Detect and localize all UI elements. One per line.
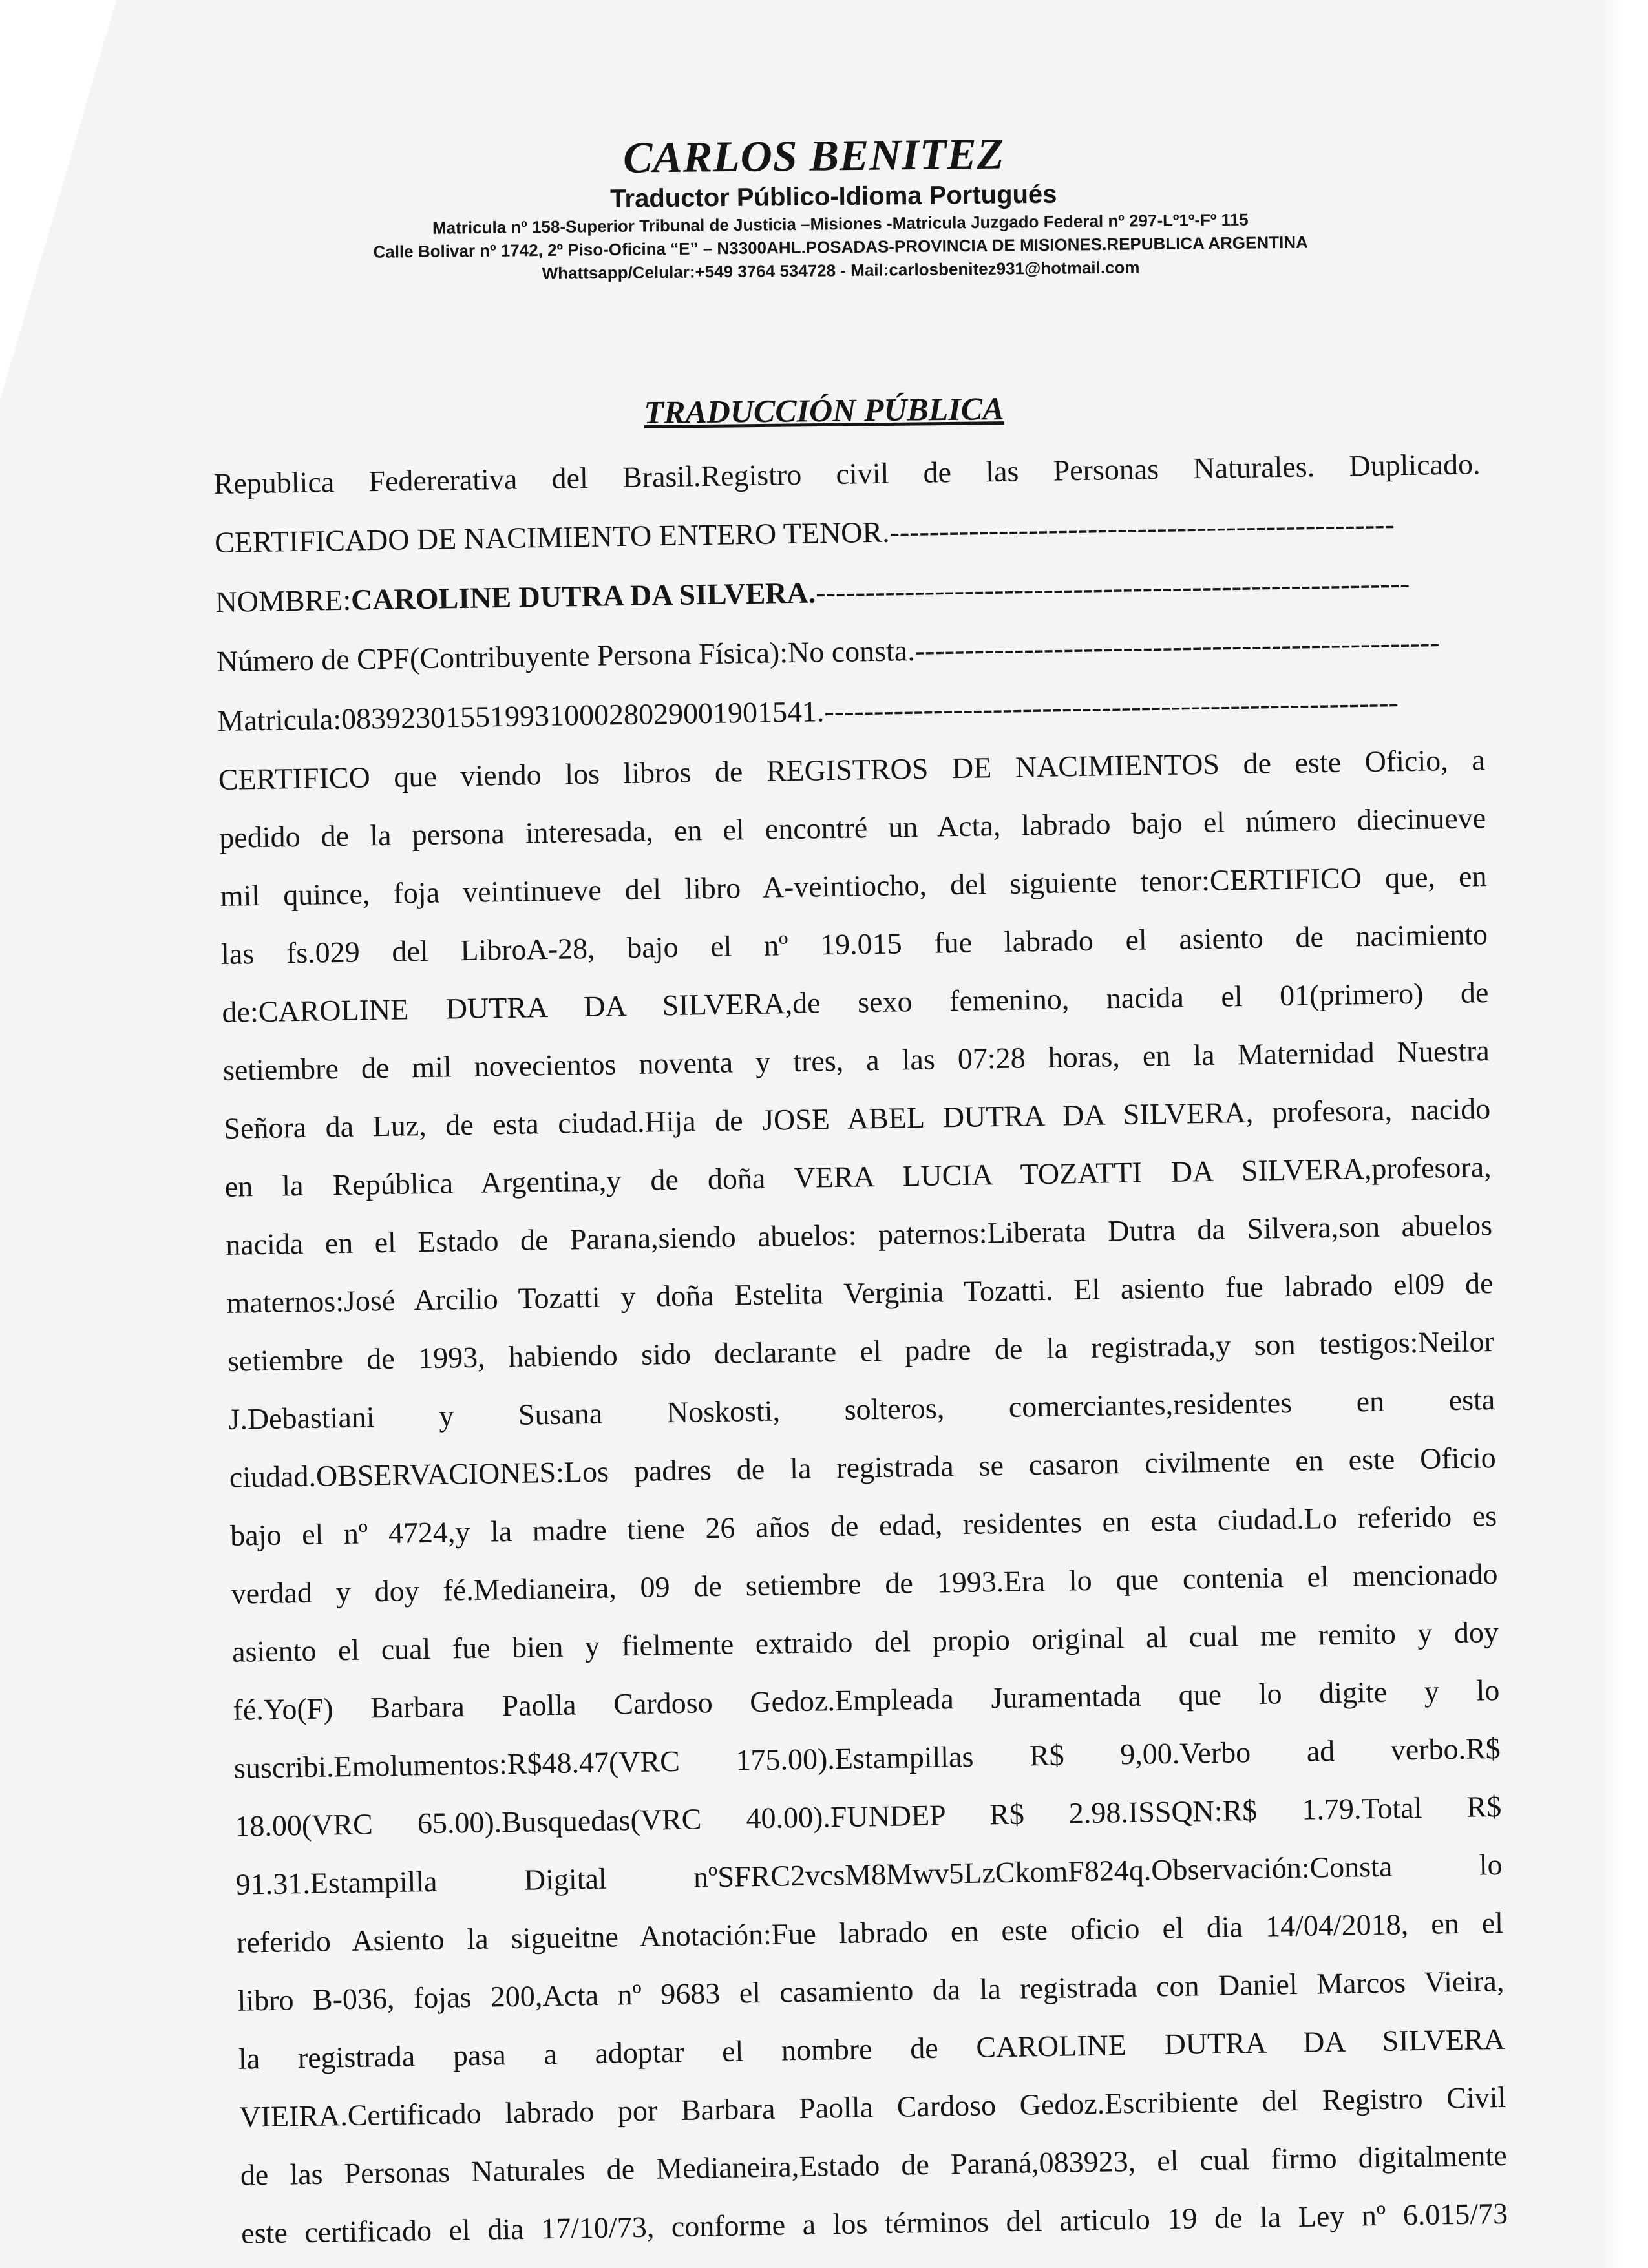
body-line: este certificado el dia 17/10/73, conforme a los términos del articulo 19 de la Ley nº 6.015/73 xyxy=(240,2196,1508,2250)
name-value: CAROLINE DUTRA DA SILVERA. xyxy=(350,576,816,616)
body-line: J.Debastiani y Susana Noskosti, solteros, comerciantes,residentes en esta xyxy=(228,1383,1495,1436)
body-line: de las Personas Naturales de Medianeira,Estado de Paraná,083923, el cual firmo digitalmente xyxy=(240,2138,1507,2192)
body-line: las fs.029 del LibroA-28, bajo el nº 19.015 fue labrado el asiento de nacimiento xyxy=(220,918,1488,971)
body-line: setiembre de mil novecientos noventa y tres, a las 07:28 horas, en la Maternidad Nuestra xyxy=(222,1034,1490,1087)
body-line: setiembre de 1993, habiendo sido declarante el padre de la registrada,y son testigos:Neilor xyxy=(227,1325,1495,1378)
document-title: TRADUCCIÓN PÚBLICA xyxy=(644,390,1004,430)
header-line-2: CERTIFICADO DE NACIMIENTO ENTERO TENOR.--------------------------------------------------- xyxy=(214,507,1395,559)
body-line: en la República Argentina,y de doña VERA LUCIA TOZATTI DA SILVERA,profesora, xyxy=(224,1150,1492,1203)
matricula-line: Matricula:083923015519931000280290019015​41.---------------------------------------------------------- xyxy=(217,686,1399,737)
scan-folded-corner xyxy=(0,0,116,401)
body-line: bajo el nº 4724,y la madre tiene 26 años de edad, residentes en esta ciudad.Lo referido es xyxy=(229,1499,1497,1552)
body-line: VIEIRA.Certificado labrado por Barbara Paolla Cardoso Gedoz.Escribiente del Registro Civil xyxy=(239,2080,1506,2134)
body-line: suscribi.Emolumentos:R$48.47(VRC 175.00).Estampillas R$ 9,00.Verbo ad verbo.R$ xyxy=(233,1731,1501,1785)
body-line: referido Asiento la sigueitne Anotación:Fue labrado en este oficio el dia 14/04/2018, en el xyxy=(236,1906,1504,1959)
body-line: asiento el cual fue bien y fielmente extraido del propio original al cual me remito y doy xyxy=(231,1615,1499,1668)
contact-line: Whattsapp/Celular:+549 3764 534728 - Mail:carlosbenitez931@hotmail.com xyxy=(542,257,1140,284)
body-line: ciudad.OBSERVACIONES:Los padres de la registrada se casaron civilmente en este Oficio xyxy=(229,1441,1497,1494)
document-body xyxy=(213,435,1521,2263)
body-line: fé.Yo(F) Barbara Paolla Cardoso Gedoz.Empleada Juramentada que lo digite y lo xyxy=(233,1673,1500,1727)
scan-page-edge xyxy=(1603,0,1648,2268)
body-line: de:CAROLINE DUTRA DA SILVERA,de sexo femenino, nacida el 01(primero) de xyxy=(222,976,1489,1029)
name-line: NOMBRE:CAROLINE DUTRA DA SILVERA.------------------------------------------------------------ xyxy=(215,566,1410,618)
body-line: Señora da Luz, de esta ciudad.Hija de JOSE ABEL DUTRA DA SILVERA, profesora, nacido xyxy=(223,1092,1491,1145)
document-page xyxy=(213,129,1508,2263)
cpf-line: Número de CPF(Contribuyente Persona Física):No consta.----------------------------------------------------- xyxy=(216,625,1440,678)
body-line: CERTIFICO que viendo los libros de REGISTROS DE NACIMIENTOS de este Oficio, a xyxy=(218,743,1486,796)
letterhead xyxy=(213,123,1494,289)
registration-line: Matricula nº 158-Superior Tribunal de Justicia –Misiones -Matricula Juzgado Federal nº 297-Lº1º-Fº 115 xyxy=(432,209,1249,238)
translator-name: CARLOS BENITEZ xyxy=(622,129,1005,182)
header-line-1: Republica Federerativa del Brasil.Registro civil de las Personas Naturales. Duplicado. xyxy=(213,447,1481,500)
body-line: la registrada pasa a adoptar el nombre de CAROLINE DUTRA DA SILVERA xyxy=(238,2022,1506,2075)
body-line: libro B-036, fojas 200,Acta nº 9683 el casamiento da la registrada con Daniel Marcos Vieira, xyxy=(237,1964,1505,2017)
body-line: mil quince, foja veintinueve del libro A-veintiocho, del siguiente tenor:CERTIFICO que, en xyxy=(220,859,1487,912)
body-line: pedido de la persona interesada, en el encontré un Acta, labrado bajo el número diecinueve xyxy=(218,801,1486,854)
body-line: verdad y doy fé.Medianeira, 09 de setiembre de 1993.Era lo que contenia el mencionado xyxy=(231,1557,1498,1610)
address-line: Calle Bolivar nº 1742, 2º Piso-Oficina “E” – N3300AHL.POSADAS-PROVINCIA DE MISIONES.REPUBLICA ARGENTINA xyxy=(373,232,1308,262)
body-line: 91.31.Estampilla Digital nºSFRC2vcsM8Mwv5LzCkomF824q.Observación:Consta lo xyxy=(235,1847,1503,1901)
name-label: NOMBRE: xyxy=(215,583,352,618)
translator-title: Traductor Público-Idioma Portugués xyxy=(610,180,1057,213)
body-line: nacida en el Estado de Parana,siendo abuelos: paternos:Liberata Dutra da Silvera,son abuelos xyxy=(225,1208,1493,1261)
body-line: maternos:José Arcilio Tozatti y doña Estelita Verginia Tozatti. El asiento fue labrado el09 de xyxy=(226,1266,1494,1319)
body-line: 18.00(VRC 65.00).Busquedas(VRC 40.00).FUNDEP R$ 2.98.ISSQN:R$ 1.79.Total R$ xyxy=(234,1789,1502,1843)
